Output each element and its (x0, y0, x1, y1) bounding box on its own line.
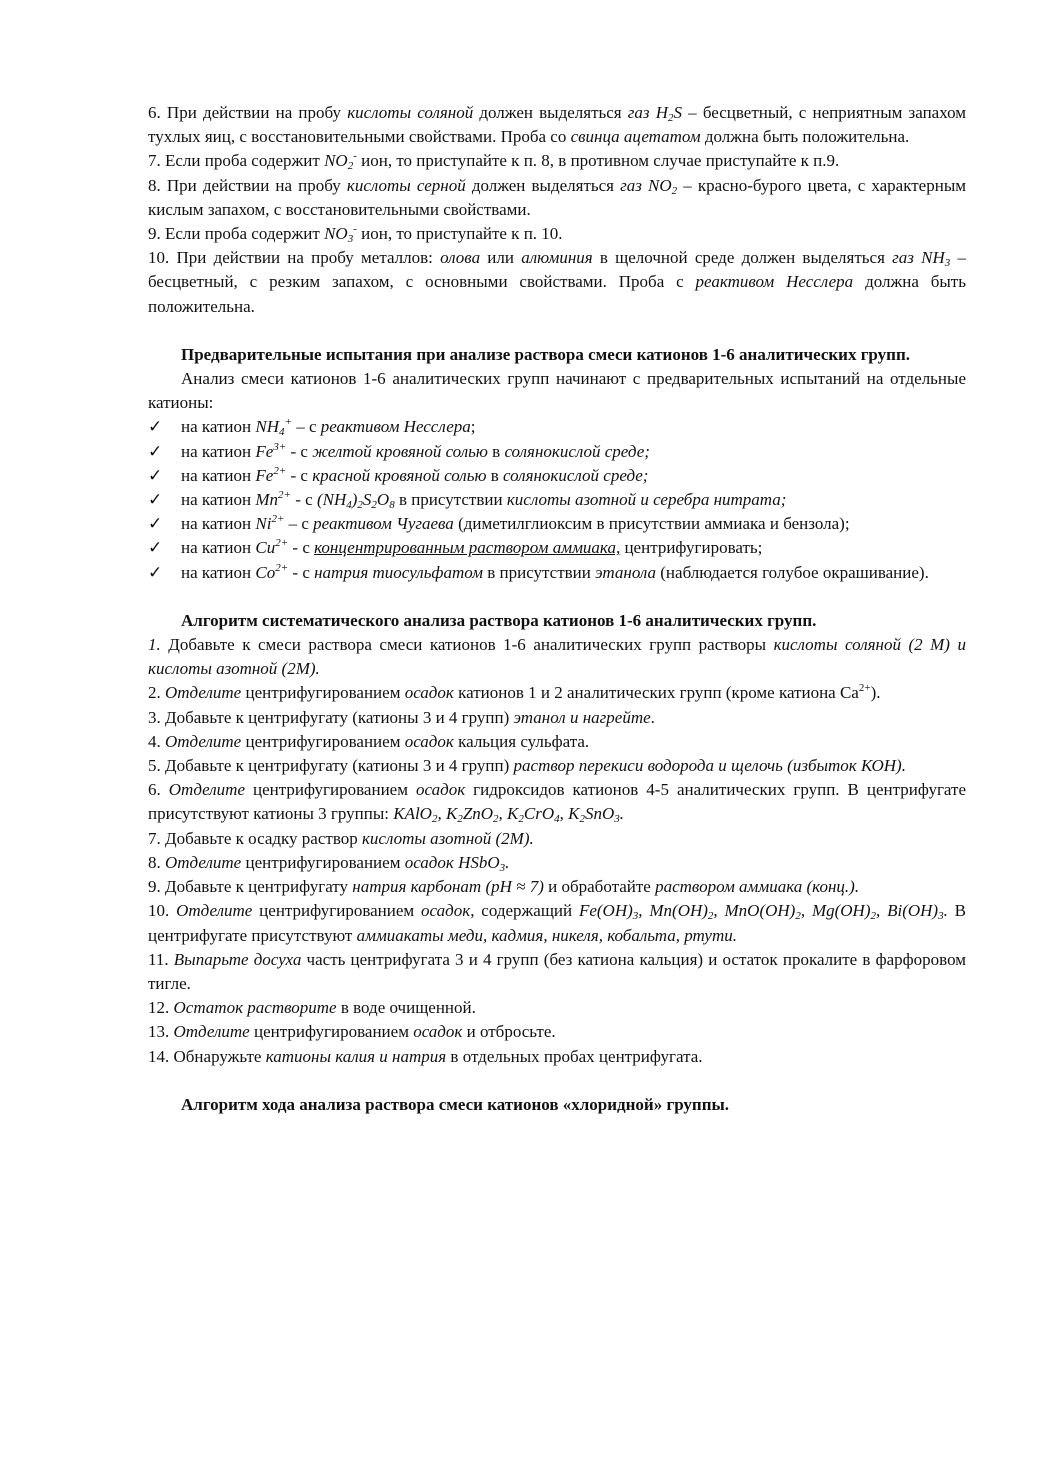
step-8: 8. Отделите центрифугированием осадок HSbO$_3$. (148, 852, 510, 874)
section-gap (148, 585, 966, 609)
check-mark-icon: ✓ (148, 465, 163, 485)
check-item-fe3: ✓ на катион $Fe^{3+}$ - с желтой кровяной солью в солянокислой среде; (148, 440, 966, 464)
step-3: 3. Добавьте к центрифугату (катионы 3 и 4 групп) этанол и нагрейте. (148, 707, 655, 727)
check-item-cu2: ✓ на катион $Cu^{2+}$ - с концентрированным раствором аммиака, центрифугировать; (148, 536, 966, 560)
step-1: 1. Добавьте к смеси раствора смеси катионов 1-6 аналитических групп растворы кислоты соляной (2 М) и кислоты азотной (2М). (148, 635, 966, 679)
section-gap (148, 319, 966, 343)
list-item-6: 6. При действии на пробу кислоты соляной должен выделяться газ $H_2S$ – бесцветный, с неприятным запахом тухлых яиц, с восстановительными свойствами. Проба со свинца ацетатом должна быть положительна. (148, 103, 967, 147)
step-12: 12. Остаток растворите в воде очищенной. (148, 998, 476, 1018)
check-mark-icon: ✓ (148, 490, 163, 510)
check-item-ni2: ✓ на катион $Ni^{2+}$ – с реактивом Чугаева (диметилглиоксим в присутствии аммиака и бензола); (148, 512, 966, 536)
check-mark-icon: ✓ (148, 562, 163, 582)
check-item-co2: ✓ на катион $Co^{2+}$ - с натрия тиосульфатом в присутствии этанола (наблюдается голубое окрашивание). (148, 561, 966, 585)
check-mark-icon: ✓ (148, 514, 163, 534)
section-gap (148, 1069, 966, 1093)
list-item-9: 9. Если проба содержит $NO_3^-$ ион, то приступайте к п. 10. (148, 223, 563, 246)
check-mark-icon: ✓ (148, 417, 163, 437)
step-11: 11. Выпарьте досуха часть центрифугата 3 и 4 групп (без катиона кальция) и остаток прокалите в фарфоровом тигле. (148, 949, 966, 993)
intro-paragraph: Анализ смеси катионов 1-6 аналитических групп начинают с предварительных испытаний на отдельные катионы: (148, 369, 966, 413)
step-13: 13. Отделите центрифугированием осадок и отбросьте. (148, 1022, 556, 1042)
step-10: 10. Отделите центрифугированием осадок, содержащий $Fe(OH)_3$, $Mn(OH)_2$, $MnO(OH)_2$, $Mg(OH)_2$, $Bi(OH)_3$. В центрифугате присутствуют аммиакаты меди, кадмия, никеля, кобальта, ртути. (148, 901, 967, 945)
step-7: 7. Добавьте к осадку раствор кислоты азотной (2М). (148, 828, 534, 848)
section-heading-preliminary: Предварительные испытания при анализе раствора смеси катионов 1-6 аналитических групп. (181, 344, 910, 364)
check-mark-icon: ✓ (148, 538, 163, 558)
list-item-10: 10. При действии на пробу металлов: олова или алюминия в щелочной среде должен выделяться газ $NH_3$ – бесцветный, с резким запахом, с основными свойствами. Проба с реактивом Несслера должна быть положительна. (148, 248, 966, 316)
section-heading-algorithm: Алгоритм систематического анализа раствора катионов 1-6 аналитических групп. (181, 610, 817, 630)
check-mark-icon: ✓ (148, 441, 163, 461)
check-item-mn2: ✓ на катион $Mn^{2+}$ - с $(NH_4)_2S_2O_8$ в присутствии кислоты азотной и серебра нитрата; (148, 489, 787, 512)
step-6: 6. Отделите центрифугированием осадок гидроксидов катионов 4-5 аналитических групп. В центрифугате присутствуют катионы 3 группы: KAlO$_2$, $K_2ZnO_2$, $K_2CrO_4$, $K_2SnO_3$. (148, 780, 967, 826)
check-item-nh4: ✓ на катион $NH_4^+$ – с реактивом Несслера; (148, 416, 476, 439)
step-9: 9. Добавьте к центрифугату натрия карбонат (pH ≈ 7) и обработайте раствором аммиака (конц.). (148, 877, 860, 897)
list-item-8: 8. При действии на пробу кислоты серной должен выделяться газ $NO_2$ – красно-бурого цвета, с характерным кислым запахом, с восстановительными свойствами. (148, 175, 966, 219)
step-2: 2. Отделите центрифугированием осадок катионов 1 и 2 аналитических групп (кроме катиона $Ca^{2+}$). (148, 682, 881, 703)
step-4: 4. Отделите центрифугированием осадок кальция сульфата. (148, 731, 590, 751)
list-item-7: 7. Если проба содержит $NO_2^-$ ион, то приступайте к п. 8, в противном случае приступайте к п.9. (148, 150, 840, 173)
check-item-fe2: ✓ на катион $Fe^{2+}$ - с красной кровяной солью в солянокислой среде; (148, 464, 966, 488)
section-heading-chloride: Алгоритм хода анализа раствора смеси катионов «хлоридной» группы. (181, 1094, 730, 1114)
step-5: 5. Добавьте к центрифугату (катионы 3 и 4 групп) раствор перекиси водорода и щелочь (избыток КОН). (148, 756, 906, 776)
step-14: 14. Обнаружьте катионы калия и натрия в отдельных пробах центрифугата. (148, 1046, 703, 1066)
